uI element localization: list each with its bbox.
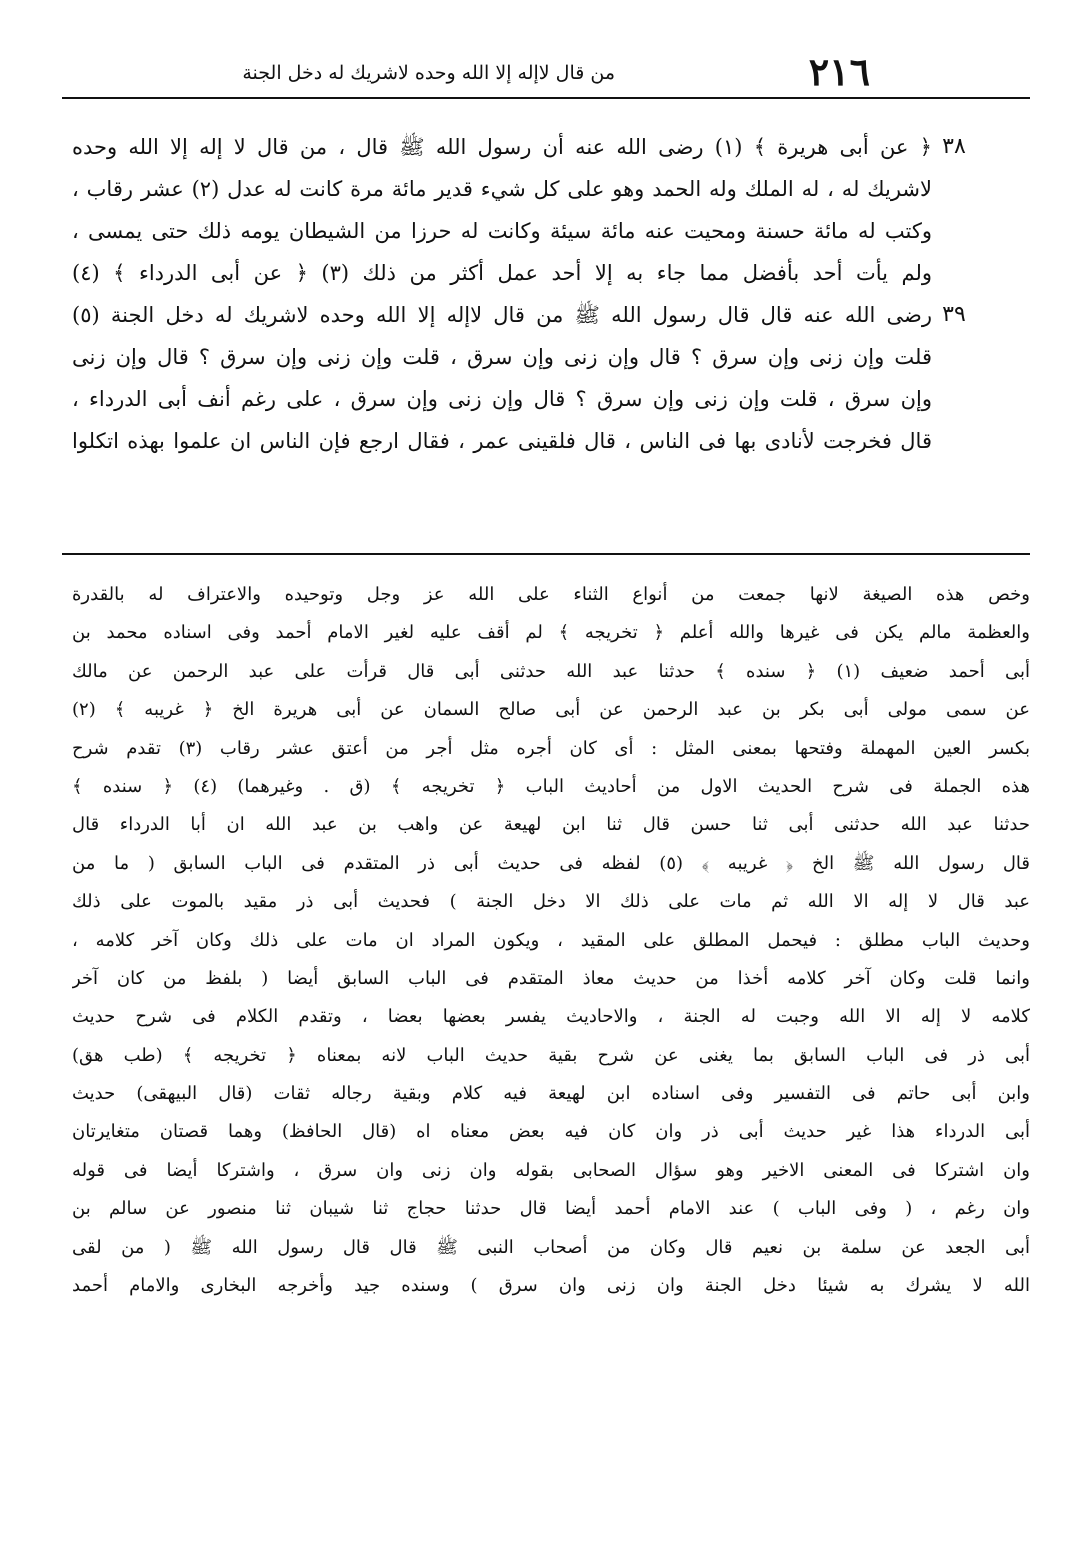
footnote-line: بكسر العين المهملة وفتحها بمعنى المثل : أى كان أجره مثل أجر من أعتق عشر رقاب (٣) تقدم شرح [72,737,1030,759]
footnote-line: كلامه لا إله الا الله وجبت له الجنة ، والاحاديث يفسر بعضها بعضا ، وتقدم الكلام فى شرح حديث [72,1006,1030,1028]
footnote-line: هذه الجملة فى شرح الحديث الاول من أحاديث الباب ﴿ تخريجه ﴾ (ق . وغيرهما) (٤) ﴿ سنده ﴾ [72,775,1030,797]
footnote-line: عن سمى مولى أبى بكر بن عبد الرحمن عن أبى صالح السمان عن أبى هريرة الخ ﴿ غريبه ﴾ (٢) [72,699,1030,721]
page-header [62,50,1030,98]
footnote-line: وابن أبى حاتم فى التفسير وفى اسناده ابن لهيعة فيه كلام وبقية رجاله ثقات (قال البيهقى) حديث [72,1083,1030,1105]
page-number: ٢١٦ [808,49,870,94]
footnote-line: وخص هذه الصيغة لانها جمعت من أنواع الثناء على الله عز وجل وتوحيده والاعتراف له بالقدرة [72,584,1030,605]
footnote-line: وان رغم ، ( وفى الباب ) عند الامام أحمد أيضا قال حدثنا حجاج ثنا شيبان ثنا منصور عن سالم بن [72,1198,1030,1220]
hadith-number-38: ٣٨ [942,134,966,159]
footnote-separator [62,553,1030,555]
main-line: قال فخرجت لأنادى بها فى الناس ، قال فلقينى عمر ، فقال ارجع فإن الناس ان علموا بهذه اتكلوا [72,429,932,453]
footnote-line: أبى أحمد ضعيف (١) ﴿ سنده ﴾ حدثنا عبد الله حدثنى أبى قال قرأت على عبد الرحمن عن مالك [72,660,1030,682]
footnote-line: أبى الدرداء هذا غير حديث أبى ذر وان كان فيه بعض معناه اه (قال الحافظ) وهما قصتان متغايرتان [72,1121,1030,1143]
main-line: وكتب له مائة حسنة ومحيت عنه مائة سيئة وكانت له حرزا من الشيطان يومه ذلك حتى يمسى ، [72,219,932,243]
main-line: لاشريك له ، له الملك وله الحمد وهو على كل شيء قدير مائة مرة كانت له عدل (٢) عشر رقاب ، [72,177,932,201]
main-line: وإن سرق ، قلت وإن زنى وإن سرق ؟ قال وإن زنى وإن سرق ، على رغم أنف أبى الدرداء ، [72,387,932,411]
main-line: ﴿ عن أبى هريرة ﴾ (١) رضى الله عنه أن رسول الله ﷺ قال ، من قال لا إله إلا الله وحده [72,135,932,159]
footnote-line: أبى ذر فى الباب السابق بما يغنى عن شرح بقية حديث الباب لانه بمعناه ﴿ تخريجه ﴾ (طب هق) [72,1044,1030,1066]
footnote-line: الله لا يشرك به شيئا دخل الجنة وان زنى وان سرق ) وسنده جيد وأخرجه البخارى والامام أحمد [72,1275,1030,1297]
footnote-line: حدثنا عبد الله حدثنى أبى ثنا حسن قال ثنا ابن لهيعة عن واهب بن عبد الله ان أبا الدرداء قال [72,814,1030,836]
hadith-number-39: ٣٩ [942,302,966,327]
footnote-line: والعظمة مالم يكن فى غيرها والله أعلم ﴿ تخريجه ﴾ لم أقف عليه لغير الامام أحمد وفى اسناده محمد بن [72,622,1030,644]
footnote-line: قال رسول الله ﷺ الخ ﴿ غريبه ﴾ (٥) لفظه فى حديث أبى ذر المتقدم فى الباب السابق ( ما من [72,852,1030,874]
footnotes [72,576,1030,1305]
main-line: رضى الله عنه قال قال رسول الله ﷺ من قال لاإله إلا الله وحده لاشريك له دخل الجنة (٥) [72,303,932,327]
running-title: من قال لاإله إلا الله وحده لاشريك له دخل الجنة [242,62,615,84]
main-text [72,126,932,462]
footnote-line: وان اشتركا فى المعنى الاخير وهو سؤال الصحابى بقوله وان زنى وان سرق ، واشتركا أيضا فى قوله [72,1159,1030,1181]
main-line: ولم يأت أحد بأفضل مما جاء به إلا أحد عمل أكثر من ذلك (٣) ﴿ عن أبى الدرداء ﴾ (٤) [72,261,932,285]
footnote-line: وحديث الباب مطلق : فيحمل المطلق على المقيد ، ويكون المراد ان مات على ذلك وكان آخر كلامه ، [72,929,1030,951]
footnote-line: عبد قال لا إله الا الله ثم مات على ذلك الا دخل الجنة ) فحديث أبى ذر مقيد بالموت على ذلك [72,891,1030,913]
header-rule [62,97,1030,99]
footnote-line: وانما قلت وكان آخر كلامه أخذا من حديث معاذ المتقدم فى الباب السابق أيضا ( بلفظ من كان آخر [72,967,1030,989]
footnote-line: أبى الجعد عن سلمة بن نعيم قال وكان من أصحاب النبى ﷺ قال قال رسول الله ﷺ ( من لقى [72,1236,1030,1258]
main-line: قلت وإن زنى وإن سرق ؟ قال وإن زنى وإن سرق ، قلت وإن زنى وإن سرق ؟ قال وإن زنى [72,345,932,369]
